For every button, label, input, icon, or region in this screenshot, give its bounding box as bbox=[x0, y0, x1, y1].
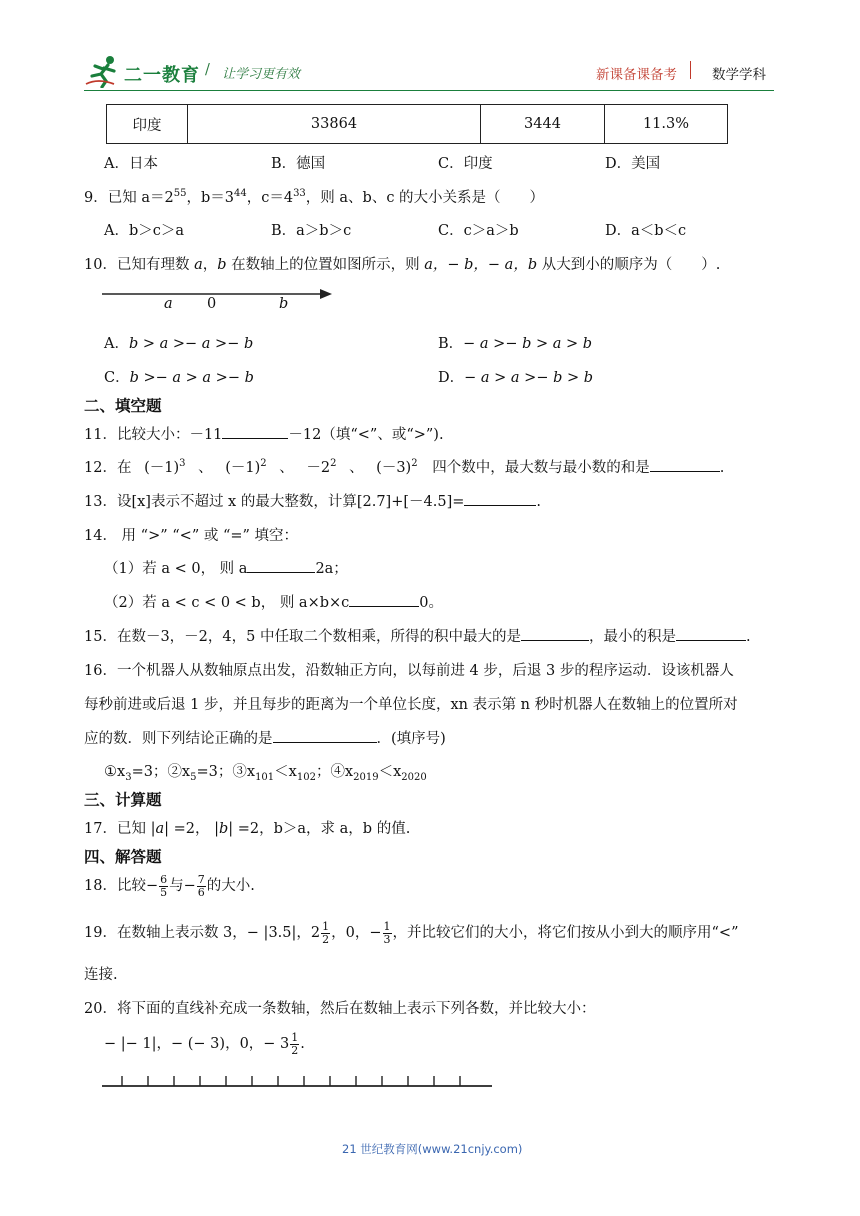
header-slash: / bbox=[205, 62, 210, 78]
q9-option-b: B．a＞b＞c bbox=[271, 223, 352, 239]
question-16-line-3: 应的数．则下列结论正确的是 ．(填序号) bbox=[84, 727, 446, 748]
header-divider bbox=[690, 61, 691, 79]
q8-option-c: C．印度 bbox=[438, 156, 493, 172]
question-20-numbers: − |− 1|，− (− 3)，0，− 3 $\frac{1}{2}$ . bbox=[104, 1030, 305, 1057]
number-line-figure bbox=[100, 280, 340, 320]
data-table bbox=[106, 104, 728, 144]
question-14-part-2: （2）若 a < c < 0 < b， 则 a×b×c 0。 bbox=[104, 591, 443, 612]
axis-label-zero: 0 bbox=[207, 296, 217, 312]
section-calculation: 三、计算题 bbox=[84, 791, 162, 809]
q9-option-c: C．c＞a＞b bbox=[438, 223, 519, 239]
question-13: 13．设[x]表示不超过 x 的最大整数，计算[2.7]+[－4.5]= . bbox=[84, 490, 541, 511]
question-19: 19．在数轴上表示数 3，− |3.5|，2 $\frac{1}{2}$ ，0，− $\frac{1}{3}$ ，并比较它们的大小，将它们按从小到大的顺序用“<” bbox=[84, 919, 739, 946]
q8-option-b: B．德国 bbox=[271, 156, 326, 172]
q10-option-d: D．− a > a >− b > b bbox=[438, 370, 594, 386]
q10-option-b: B．− a >− b > a > b bbox=[438, 336, 593, 352]
question-18: 18．比较− $\frac{6}{5}$ 与− $\frac{7}{6}$ 的大小. bbox=[84, 872, 255, 899]
question-10: 10．已知有理数 a，b 在数轴上的位置如图所示，则 a，− b，− a，b 从大到小的顺序为（ ）. bbox=[84, 257, 721, 273]
q8-option-a: A．日本 bbox=[104, 156, 158, 172]
axis-label-b: b bbox=[279, 296, 289, 312]
question-11: 11．比较大小：－11 －12（填“<”、或“>”). bbox=[84, 423, 444, 444]
question-12: 12．在 $(-1)^3$ 、 $(-1)^2$ 、 $-2^2$ 、 $(-3)^2$ 四个数中，最大数与最小数的和是 . bbox=[84, 458, 725, 476]
header-rule bbox=[84, 90, 774, 91]
q9-option-d: D．a＜b＜c bbox=[605, 223, 687, 239]
question-20: 20．将下面的直线补充成一条数轴，然后在数轴上表示下列各数，并比较大小： bbox=[84, 1001, 596, 1017]
question-15: 15．在数－3，－2，4，5 中任取二个数相乘，所得的积中最大的是 ，最小的积是 . bbox=[84, 625, 751, 646]
table-cell-3: 11.3% bbox=[605, 105, 728, 144]
q9-option-a: A．b＞c＞a bbox=[104, 223, 185, 239]
table-cell-1: 33864 bbox=[188, 105, 481, 144]
q10-option-c: C．b >− a > a >− b bbox=[104, 370, 254, 386]
axis-label-a: a bbox=[164, 296, 173, 312]
question-14-part-1: （1）若 a < 0， 则 a 2a； bbox=[104, 557, 348, 578]
header-right-title: 新课备课备考 bbox=[596, 67, 677, 83]
table-cell-2: 3444 bbox=[481, 105, 605, 144]
header-subject: 数学学科 bbox=[712, 67, 766, 83]
section-fill-blank: 二、填空题 bbox=[84, 397, 162, 415]
q10-option-a: A．b > a >− a >− b bbox=[104, 336, 254, 352]
question-16-line-2: 每秒前进或后退 1 步，并且每步的距离为一个单位长度，xn 表示第 n 秒时机器人在数轴上的位置所对 bbox=[84, 697, 738, 713]
question-14: 14． 用 “>” “<” 或 “=” 填空： bbox=[84, 528, 299, 544]
section-solution: 四、解答题 bbox=[84, 848, 162, 866]
table-row bbox=[107, 105, 728, 144]
question-17: 17．已知 |a| =2， |b| =2，b＞a，求 a，b 的值. bbox=[84, 821, 411, 837]
question-9: 9．已知 $a=2^{55}$，$b=3^{44}$，$c=4^{33}$，则 a、b、c 的大小关系是（ ） bbox=[84, 188, 545, 206]
footer-source: 21 世纪教育网(www.21cnjy.com) bbox=[342, 1142, 523, 1156]
question-19-line-2: 连接. bbox=[84, 967, 118, 983]
q8-option-d: D．美国 bbox=[605, 156, 661, 172]
question-16-statements: $①x_3=3$；$②x_5=3$；$③x_{101}<x_{102}$；$④x_{2019}<x_{2020}$ bbox=[104, 764, 427, 783]
header-slogan: 让学习更有效 bbox=[222, 67, 301, 82]
blank-number-line bbox=[100, 1074, 500, 1090]
table-cell-country: 印度 bbox=[107, 105, 188, 144]
logo-text: 二一教育 bbox=[124, 65, 200, 86]
question-16-line-1: 16．一个机器人从数轴原点出发，沿数轴正方向，以每前进 4 步，后退 3 步的程序运动．设该机器人 bbox=[84, 663, 734, 679]
runner-logo-icon bbox=[84, 54, 124, 88]
